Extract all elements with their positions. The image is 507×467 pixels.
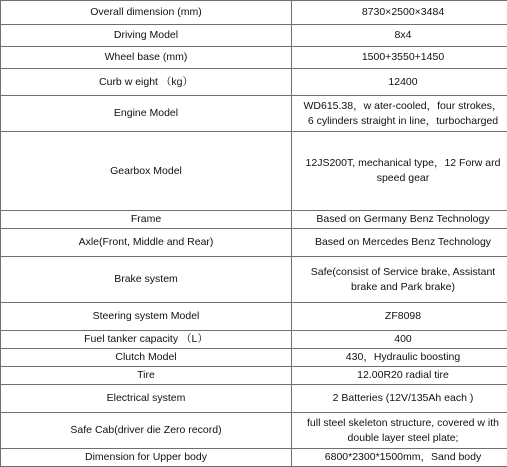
row-value: 6800*2300*1500mm，Sand body — [292, 449, 507, 467]
table-row — [1, 257, 507, 303]
row-value: 2 Batteries (12V/135Ah each ) — [292, 385, 507, 413]
row-label: Axle(Front, Middle and Rear) — [1, 229, 292, 257]
row-value: 1500+3550+1450 — [292, 47, 507, 69]
row-label: Driving Model — [1, 25, 292, 47]
row-value: Based on Germany Benz Technology — [292, 211, 507, 229]
row-value: 8x4 — [292, 25, 507, 47]
row-value: 12400 — [292, 69, 507, 96]
row-label: Dimension for Upper body — [1, 449, 292, 467]
row-value: Based on Mercedes Benz Technology — [292, 229, 507, 257]
table-row — [1, 385, 507, 413]
row-value: ZF8098 — [292, 303, 507, 331]
row-label: Gearbox Model — [1, 132, 292, 211]
row-label: Clutch Model — [1, 349, 292, 367]
table-row — [1, 25, 507, 47]
row-label: Engine Model — [1, 96, 292, 132]
table-row — [1, 69, 507, 96]
table-row — [1, 349, 507, 367]
row-value: WD615.38，w ater-cooled，four strokes， 6 cylinders straight in line，turbocharged — [292, 96, 507, 132]
row-label: Fuel tanker capacity （L） — [1, 331, 292, 349]
row-value: 12JS200T, mechanical type，12 Forw ard speed gear — [292, 132, 507, 211]
table-row — [1, 96, 507, 132]
table-row — [1, 367, 507, 385]
row-label: Overall dimension (mm) — [1, 1, 292, 25]
row-value: 400 — [292, 331, 507, 349]
row-label: Curb w eight （kg） — [1, 69, 292, 96]
table-row — [1, 331, 507, 349]
table-row — [1, 47, 507, 69]
row-value: 12.00R20 radial tire — [292, 367, 507, 385]
table-row — [1, 229, 507, 257]
row-label: Frame — [1, 211, 292, 229]
row-value: 8730×2500×3484 — [292, 1, 507, 25]
row-label: Wheel base (mm) — [1, 47, 292, 69]
row-label: Steering system Model — [1, 303, 292, 331]
row-label: Tire — [1, 367, 292, 385]
table-row — [1, 303, 507, 331]
table-row — [1, 1, 507, 25]
table-row — [1, 211, 507, 229]
row-value: full steel skeleton structure, covered w ith double layer steel plate; — [292, 413, 507, 449]
row-label: Brake system — [1, 257, 292, 303]
table-row — [1, 413, 507, 449]
row-value: 430，Hydraulic boosting — [292, 349, 507, 367]
table-row — [1, 132, 507, 211]
row-value: Safe(consist of Service brake, Assistant brake and Park brake) — [292, 257, 507, 303]
row-label: Electrical system — [1, 385, 292, 413]
row-label: Safe Cab(driver die Zero record) — [1, 413, 292, 449]
